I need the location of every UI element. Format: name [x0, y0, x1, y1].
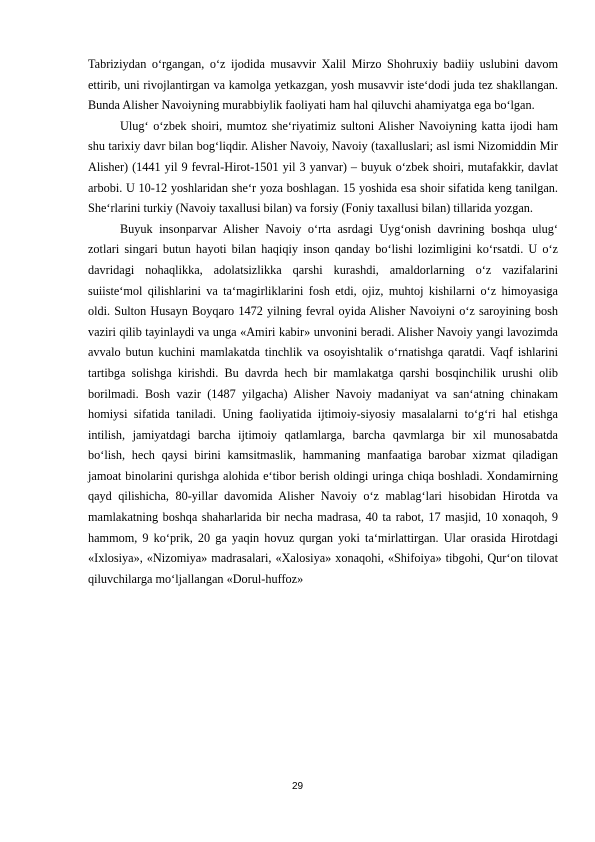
document-body [88, 54, 558, 589]
page-number: 29 [291, 781, 304, 792]
paragraph-3: Buyuk insonparvar Alisher Navoiy o‘rta asrdagi Uyg‘onish davrining boshqa ulug‘ zotlari singari butun hayoti bilan haqiqiy inson qanday bo‘lishi lozimligini ko‘rsatdi. U o‘z davridagi nohaqlikka, adolatsizlikka qarshi kurashdi, amaldorlarning o‘z vazifalarini suiiste‘mol qilishlarini va ta‘magirliklarini fosh etdi, ojiz, muhtoj kishilarni o‘z himoyasiga oldi. Sulton Husayn Boyqaro 1472 yilning fevral oyida Alisher Navoiyni o‘z saroyining bosh vaziri qilib tayinlaydi va unga «Amiri kabir» unvonini beradi. Alisher Navoiy yangi lavozimda avvalo butun kuchini mamlakatda tinchlik va osoyishtalik o‘rnatishga qaratdi. Vaqf ishlarini tartibga solishga kirishdi. Bu davrda hech bir mamlakatga qarshi bosqinchilik urushi olib borilmadi. Bosh vazir (1487 yilgacha) Alisher Navoiy madaniyat va san‘atning chinakam homiysi sifatida taniladi. Uning faoliyatida ijtimoiy-siyosiy masalalarni to‘g‘ri hal etishga intilish, jamiyatdagi barcha ijtimoiy qatlamlarga, barcha qavmlarga bir xil munosabatda bo‘lish, hech qaysi birini kamsitmaslik, hammaning manfaatiga barobar xizmat qiladigan jamoat binolarini qurishga alohida e‘tibor berish oldingi uringa chiqa boshladi. Xondamirning qayd qilishicha, 80-yillar davomida Alisher Navoiy o‘z mablag‘lari hisobidan Hirotda va mamlakatning boshqa shaharlarida bir necha madrasa, 40 ta rabot, 17 masjid, 10 xonaqoh, 9 hammom, 9 ko‘prik, 20 ga yaqin hovuz qurgan yoki ta‘mirlattirgan. Ular orasida Hirotdagi «Ixlosiya», «Nizomiya» madrasalari, «Xalosiya» xonaqohi, «Shifoiya» tibgohi, Qur‘on tilovat qiluvchilarga mo‘ljallangan «Dorul-huffoz» [88, 221, 558, 586]
paragraph-2: Ulug‘ o‘zbek shoiri, mumtoz she‘riyatimiz sultoni Alisher Navoiyning katta ijodi ham shu tarixiy davr bilan bog‘liqdir. Alisher Navoiy, Navoiy (taxalluslari; asl ismi Nizomiddin Mir Alisher) (1441 yil 9 fevral-Hirot-1501 yil 3 yanvar) – buyuk o‘zbek shoiri, mutafakkir, davlat arbobi. U 10-12 yoshlaridan she‘r yoza boshlagan. 15 yoshida esa shoir sifatida keng tanilgan. She‘rlarini turkiy (Navoiy taxallusi bilan) va forsiy (Foniy taxallusi bilan) tillarida yozgan. [88, 118, 558, 216]
paragraph-1: Tabriziydan o‘rgangan, o‘z ijodida musavvir Xalil Mirzo Shohruxiy badiiy uslubini davom ettirib, uni rivojlantirgan va kamolga yetkazgan, yosh musavvir iste‘dodi juda tez shakllangan. Bunda Alisher Navoiyning murabbiylik faoliyati ham hal qiluvchi ahamiyatga ega bo‘lgan. [88, 57, 558, 113]
